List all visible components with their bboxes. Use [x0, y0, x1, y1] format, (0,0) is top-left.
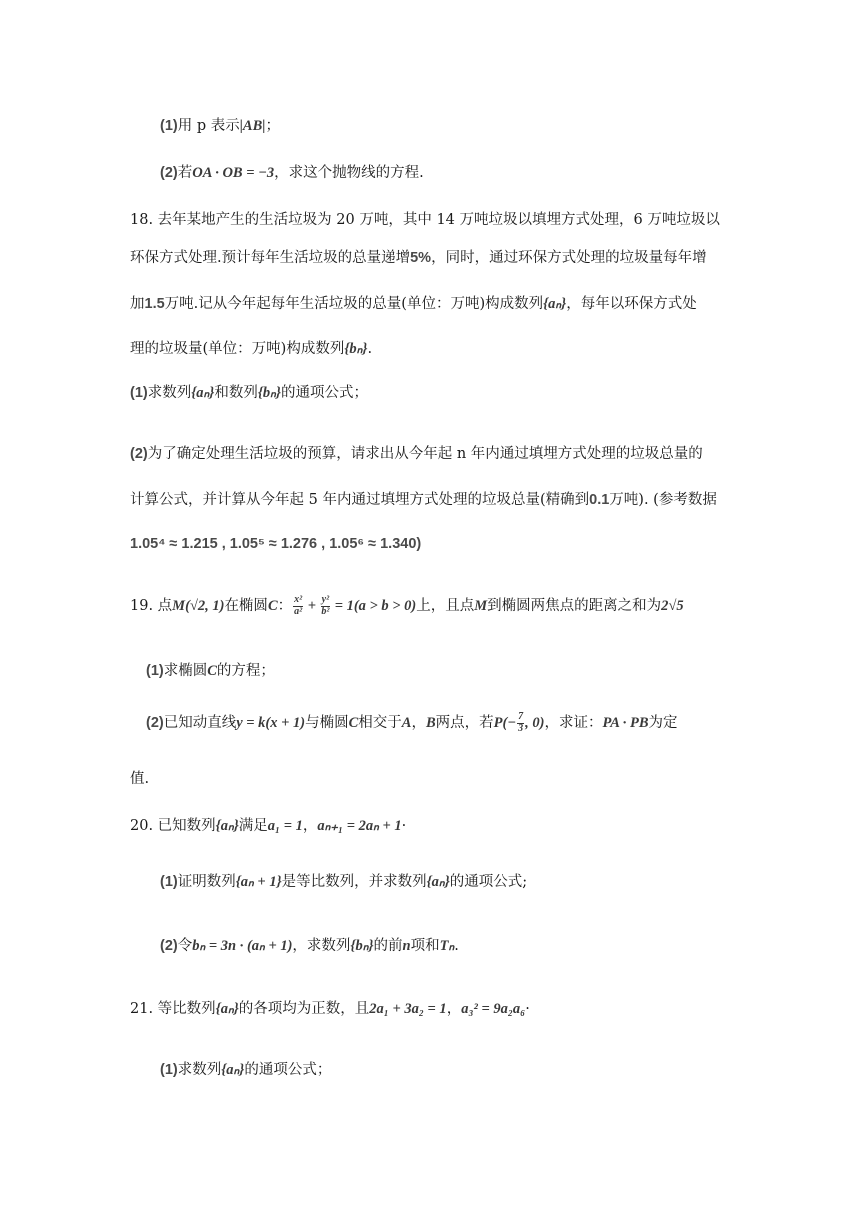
math: C [207, 663, 217, 679]
q18-part2-line2 [130, 492, 717, 509]
text: 万吨) [609, 492, 644, 508]
q19-part2 [146, 712, 678, 734]
math: a₁ = 1 [267, 818, 303, 834]
text: . (参考数据 [643, 492, 717, 508]
math: PA · PB [602, 715, 649, 731]
text: 项和 [410, 938, 440, 954]
part-label: (1) [130, 385, 148, 401]
part-label: (1) [160, 1062, 178, 1078]
text: ，求证： [544, 715, 603, 731]
text: 构成数列 [286, 341, 345, 357]
math: , 0) [525, 715, 545, 731]
math: aₙ₊₁ = 2aₙ + 1 [317, 818, 402, 834]
text: 和数列 [214, 385, 258, 401]
text: 为定 [648, 715, 678, 731]
q19-part2-end: 值. [130, 771, 150, 787]
text: 万吨.记从今年起每年生活垃圾的总量 [164, 296, 402, 312]
math: {aₙ} [191, 385, 215, 401]
math: C [348, 715, 359, 731]
text: 加 [130, 296, 145, 312]
text: 相交于 [358, 715, 402, 731]
part-label: (2) [146, 715, 164, 731]
text: 令 [177, 938, 193, 954]
text: 证明数列 [177, 874, 236, 890]
text: 用 p 表示 [177, 118, 240, 134]
numerator: 7 [518, 711, 524, 722]
math: {aₙ} [215, 1001, 239, 1017]
q18-line2 [130, 250, 707, 267]
text: ，同时，通过环保方式处理的垃圾量每年增 [431, 250, 707, 266]
text: 是等比数列，并求数列 [281, 874, 427, 890]
text: ， [411, 715, 426, 731]
part-label: (1) [146, 663, 164, 679]
text: 的方程； [216, 663, 275, 679]
text: 求椭圆 [163, 663, 208, 679]
text: 理的垃圾量 [130, 341, 203, 357]
math: {aₙ} [543, 296, 567, 312]
text: 求数列 [177, 1062, 222, 1078]
math: M [474, 598, 488, 614]
math: n [402, 938, 411, 954]
part-label: (1) [160, 118, 178, 134]
math: a₃² = 9a₂a₆ [461, 1001, 526, 1017]
text: 与椭圆 [305, 715, 349, 731]
math: 1.5 [144, 296, 165, 312]
text: (单位：万吨) [401, 296, 486, 312]
q18-line1: 18. 去年某地产生的生活垃圾为 20 万吨，其中 14 万吨垃圾以填埋方式处理，6 万吨垃圾以 [130, 212, 720, 228]
math: bₙ = 3n · (aₙ + 1) [192, 938, 293, 954]
math: y = k(x + 1) [236, 715, 306, 731]
q18-reference-data: 1.05⁴ ≈ 1.215 , 1.05⁵ ≈ 1.276 , 1.05⁶ ≈ 1.340) [130, 536, 422, 552]
q17-part1 [160, 118, 280, 135]
math: Tₙ [439, 938, 455, 954]
math: 0.1 [589, 492, 610, 508]
q18-part1 [130, 385, 368, 402]
text: . [454, 938, 459, 954]
q18-line4 [130, 341, 372, 358]
text: 21. 等比数列 [130, 1001, 216, 1017]
math: 5% [410, 250, 432, 266]
text: 到椭圆两焦点的距离之和为 [487, 598, 662, 614]
text: 在椭圆 [224, 598, 268, 614]
text: 上，且点 [416, 598, 475, 614]
math: B [425, 715, 436, 731]
text: 19. 点 [130, 598, 173, 614]
math: {bₙ} [344, 341, 368, 357]
math: |AB| [239, 118, 266, 134]
text: · [525, 1001, 530, 1017]
text: 已知动直线 [163, 715, 237, 731]
text: (精确到 [539, 492, 590, 508]
text: ，求这个抛物线的方程. [274, 165, 424, 181]
denominator: b² [321, 605, 330, 617]
math: + [304, 598, 320, 614]
q17-part2 [160, 165, 424, 182]
math: 2a₁ + 3a₂ = 1 [369, 1001, 447, 1017]
text: (单位：万吨) [202, 341, 287, 357]
math: OA · OB = −3 [192, 165, 275, 181]
fraction-p [517, 712, 524, 734]
denominator: 3 [518, 722, 524, 734]
q20-stem [130, 818, 406, 835]
math: P(− [493, 715, 517, 731]
math: {aₙ + 1} [235, 874, 282, 890]
text: 构成数列 [485, 296, 544, 312]
text: 的通项公式； [280, 385, 368, 401]
math: {bₙ} [350, 938, 374, 954]
text: ； [265, 118, 280, 134]
math: {aₙ} [215, 818, 239, 834]
text: 两点，若 [435, 715, 494, 731]
text: ，每年以环保方式处 [566, 296, 697, 312]
text: 环保方式处理.预计每年生活垃圾的总量递增 [130, 250, 411, 266]
text: ， [302, 818, 318, 834]
text: 若 [177, 165, 193, 181]
q20-part1 [160, 874, 527, 891]
math: {bₙ} [257, 385, 281, 401]
text: 的通项公式; [449, 874, 528, 890]
text: 20. 已知数列 [130, 818, 216, 834]
text: 的通项公式； [244, 1062, 332, 1078]
denominator: a² [294, 605, 303, 617]
math: {aₙ} [221, 1062, 245, 1078]
q18-part2-line1 [130, 446, 703, 463]
math: M(√2, 1) [172, 598, 225, 614]
q20-part2 [160, 938, 459, 955]
text: 的各项均为正数，且 [238, 1001, 370, 1017]
math: = 1(a > b > 0) [331, 598, 417, 614]
numerator: x² [294, 594, 303, 605]
q21-part1 [160, 1062, 331, 1079]
math: 2√5 [661, 598, 684, 614]
q19-part1 [146, 663, 275, 680]
text: . [367, 341, 373, 357]
text: 的前 [373, 938, 403, 954]
numerator: y² [321, 594, 330, 605]
fraction-y [321, 595, 330, 617]
part-label: (2) [130, 446, 148, 462]
q21-stem [130, 1001, 530, 1018]
part-label: (2) [160, 938, 178, 954]
q18-line3 [130, 296, 697, 313]
text: 满足 [238, 818, 268, 834]
part-label: (1) [160, 874, 178, 890]
text: 计算公式，并计算从今年起 5 年内通过填埋方式处理的垃圾总量 [130, 492, 540, 508]
math: C [267, 598, 278, 614]
text: 为了确定处理生活垃圾的预算，请求出从今年起 n 年内通过填埋方式处理的垃圾总量的 [147, 446, 703, 462]
text: ，求数列 [292, 938, 351, 954]
text: ， [446, 1001, 462, 1017]
text: ： [277, 598, 293, 614]
text: · [401, 818, 407, 834]
math: A [401, 715, 412, 731]
part-label: (2) [160, 165, 178, 181]
q19-stem [130, 595, 684, 617]
math: {aₙ} [426, 874, 450, 890]
text: 求数列 [147, 385, 192, 401]
fraction-x [293, 595, 303, 617]
